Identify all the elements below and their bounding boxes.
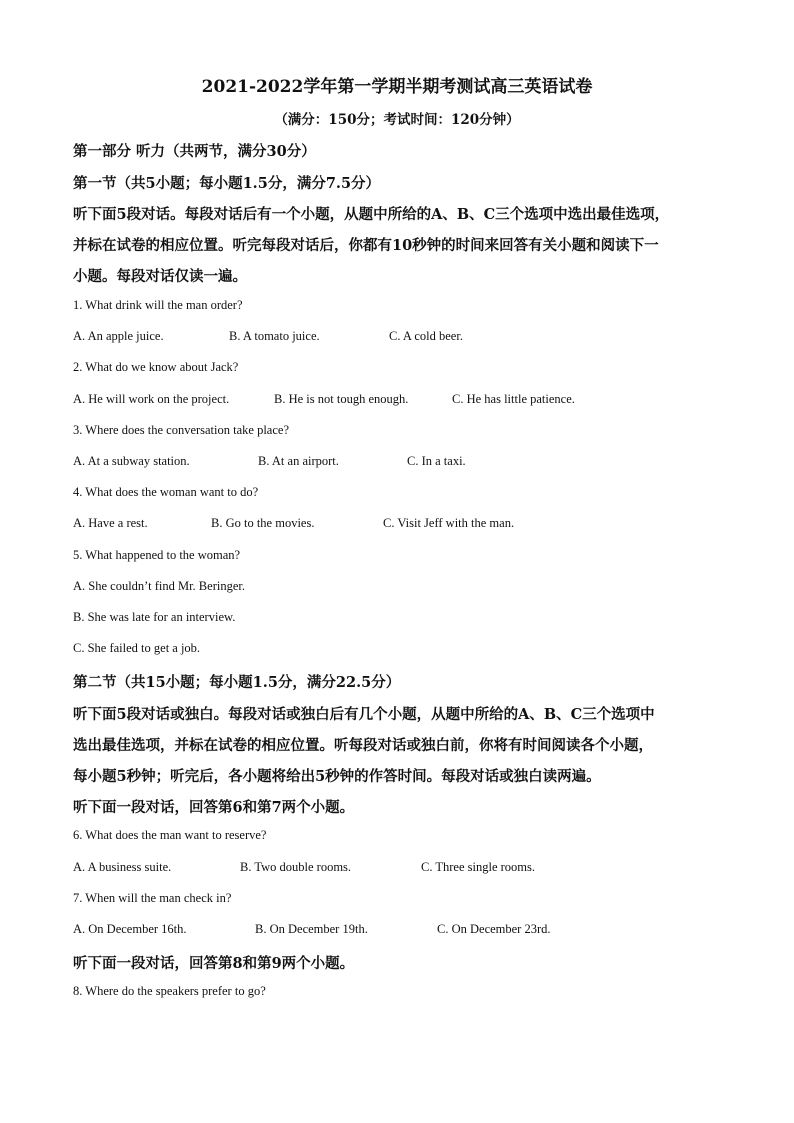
option-c: C. She failed to get a job. bbox=[73, 641, 201, 655]
instruction-line: 每小题5秒钟；听完后，各小题将给出5秒钟的作答时间。每段对话或独白读两遍。 bbox=[73, 768, 601, 785]
option-c: C. He has little patience. bbox=[452, 392, 575, 406]
question-stem: 2. What do we know about Jack? bbox=[73, 360, 239, 374]
question-stem: 4. What does the woman want to do? bbox=[73, 485, 259, 499]
instruction-line: 听下面5段对话或独白。每段对话或独白后有几个小题，从题中所给的A、B、C三个选项中 bbox=[73, 706, 655, 723]
option-b: B. A tomato juice. bbox=[229, 329, 320, 343]
question-stem: 6. What does the man want to reserve? bbox=[73, 828, 267, 842]
question-stem: 1. What drink will the man order? bbox=[73, 298, 243, 312]
instruction-line: 小题。每段对话仅读一遍。 bbox=[73, 268, 247, 285]
section-heading: 第二节（共15小题；每小题1.5分，满分22.5分） bbox=[73, 674, 401, 691]
instruction-line: 并标在试卷的相应位置。听完每段对话后，你都有10秒钟的时间来回答有关小题和阅读下一 bbox=[73, 237, 659, 254]
option-a: A. A business suite. bbox=[73, 860, 172, 874]
question-stem: 5. What happened to the woman? bbox=[73, 548, 241, 562]
option-c: C. On December 23rd. bbox=[437, 922, 551, 936]
option-a: A. At a subway station. bbox=[73, 454, 190, 468]
option-a: A. An apple juice. bbox=[73, 329, 164, 343]
instruction-line: 听下面5段对话。每段对话后有一个小题，从题中所给的A、B、C三个选项中选出最佳选项， bbox=[73, 206, 670, 223]
question-stem: 7. When will the man check in? bbox=[73, 891, 232, 905]
option-b: B. Two double rooms. bbox=[240, 860, 352, 874]
option-a: A. Have a rest. bbox=[73, 516, 148, 530]
option-b: B. Go to the movies. bbox=[211, 516, 315, 530]
group-intro: 听下面一段对话，回答第8和第9两个小题。 bbox=[73, 955, 355, 972]
option-c: C. Three single rooms. bbox=[421, 860, 535, 874]
option-b: B. He is not tough enough. bbox=[274, 392, 409, 406]
part-heading: 第一部分 听力（共两节，满分30分） bbox=[73, 143, 316, 160]
question-stem: 3. Where does the conversation take place? bbox=[73, 423, 289, 437]
option-a: A. On December 16th. bbox=[73, 922, 187, 936]
option-c: C. In a taxi. bbox=[407, 454, 466, 468]
option-a: A. He will work on the project. bbox=[73, 392, 230, 406]
option-c: C. A cold beer. bbox=[389, 329, 463, 343]
page-title: 2021-2022学年第一学期半期考测试高三英语试卷 bbox=[201, 77, 593, 97]
option-b: B. At an airport. bbox=[258, 454, 339, 468]
option-a: A. She couldn’t find Mr. Beringer. bbox=[73, 579, 245, 593]
exam-info: （满分：150分；考试时间：120分钟） bbox=[274, 112, 520, 128]
option-b: B. On December 19th. bbox=[255, 922, 368, 936]
question-stem: 8. Where do the speakers prefer to go? bbox=[73, 984, 266, 998]
option-c: C. Visit Jeff with the man. bbox=[383, 516, 515, 530]
option-b: B. She was late for an interview. bbox=[73, 610, 236, 624]
section-heading: 第一节（共5小题；每小题1.5分，满分7.5分） bbox=[73, 175, 381, 192]
group-intro: 听下面一段对话，回答第6和第7两个小题。 bbox=[73, 799, 355, 816]
instruction-line: 选出最佳选项，并标在试卷的相应位置。听每段对话或独白前，你将有时间阅读各个小题， bbox=[73, 737, 653, 754]
